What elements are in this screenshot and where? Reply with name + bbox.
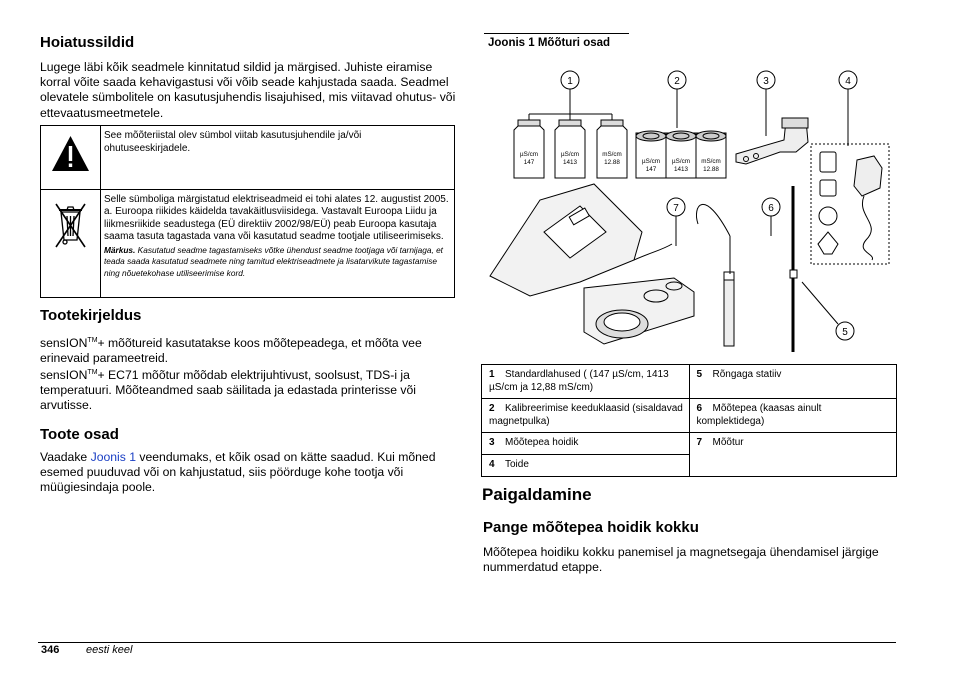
table-cell	[482, 399, 690, 433]
table-row	[482, 365, 897, 399]
hazard-intro: Lugege läbi kõik seadmele kinnitatud sildid ja märgised. Juhiste eiramise korral võite saada kehavigastusi või võib seade kahjustada saada. Seadmel olevatele sümbolitele on kasutusjuhendis lisajuhised, mis viitavad ohutus- või ettevaatusmeetmetele.	[40, 60, 456, 120]
warning-row1-text: See mõõteriistal olev sümbol viitab kasutusjuhendile ja/või ohutuseeskirjadele.	[101, 126, 455, 190]
item-text: Toide	[505, 458, 529, 470]
page-number: 346	[41, 644, 60, 656]
beaker-1-value: 147	[645, 166, 657, 173]
callout-label-5: 5	[842, 327, 848, 338]
conductivity-probe	[696, 204, 734, 346]
trademark: TM	[87, 337, 98, 344]
assemble-text: Mõõtepea hoidiku kokku panemisel ja magnetsegaja ühendamisel järgige nummerdatud etappe.	[483, 545, 879, 575]
item-text: Rõngaga statiiv	[712, 369, 782, 380]
brand-name: sensION	[40, 336, 88, 351]
parts-text-before: Vaadake	[40, 450, 91, 464]
item-number: 5	[696, 369, 703, 380]
parts-text-after: veendumaks, et kõik osad on kätte saadud. Kui mõned esemed puuduvad või on kahjustatud, siis pöörduge kohe tootja või müügiesindaja poole.	[40, 450, 436, 495]
note-text: Kasutatud seadme tagastamiseks võtke ühendust seadme tootjaga või tarnijaga, et teada saada kasutatud seadmete ning tamitud elektriseadmete ja lisatarvikute tagastamise ning nõuetekohase utiliseerimise kord.	[104, 244, 443, 278]
item-number: 6	[696, 403, 703, 415]
meter-device	[490, 184, 694, 344]
callout-label-1: 1	[567, 76, 573, 87]
warning-row2-note	[104, 245, 450, 280]
bottle-2-value: 1413	[562, 159, 578, 166]
table-cell	[482, 433, 690, 455]
item-number: 2	[489, 403, 495, 415]
parts-heading: Toote osad	[40, 426, 119, 443]
footer-language: eesti keel	[86, 644, 133, 656]
bottle-3-value: 12.88	[604, 159, 620, 166]
weee-icon-cell	[41, 189, 101, 297]
hazard-heading: Hoiatussildid	[40, 34, 135, 51]
figure-title: Joonis 1 Mõõturi osad	[488, 37, 611, 49]
product-heading: Tootekirjeldus	[40, 307, 142, 324]
ring-stand	[790, 186, 797, 352]
table-cell	[689, 365, 897, 399]
probe-holder	[736, 118, 808, 164]
assemble-heading: Pange mõõtepea hoidik kokku	[483, 519, 699, 536]
warning-triangle-icon	[41, 126, 100, 184]
footer-rule	[38, 642, 896, 643]
callout-label-4: 4	[845, 76, 851, 87]
item-number: 7	[696, 437, 703, 449]
item-text: Mõõtepea (kaasas ainult komplektidega)	[696, 403, 822, 427]
bottle-1-value: 147	[523, 159, 535, 166]
table-cell	[689, 433, 897, 476]
brand-name: sensION	[40, 368, 88, 383]
power-plugs	[818, 152, 882, 260]
item-text: Mõõtepea hoidik	[505, 437, 579, 449]
beaker-2-value: 1413	[673, 166, 689, 173]
callout-label-6: 6	[768, 203, 774, 214]
note-label: Märkus.	[104, 244, 136, 255]
warning-icon-cell	[41, 126, 101, 190]
parts-paragraph	[40, 450, 458, 496]
warning-table	[40, 125, 455, 298]
install-heading: Paigaldamine	[482, 485, 592, 504]
product-p1-text: + mõõtureid kasutatakse koos mõõtepeadega, et mõõta vee erinevaid parameetreid.	[40, 336, 422, 366]
item-number: 1	[489, 369, 495, 380]
beaker-2-unit: µS/cm	[672, 158, 690, 165]
table-row	[482, 399, 897, 433]
warning-row2-text: Selle sümboliga märgistatud elektriseadmeid ei tohi alates 12. augustist 2005. a. Euroopa riikides käidelda tavakäitlusviisidega. Vastavalt Euroopa Liidu ja liikmesriikide seadustega (EÜ direktiiv 2002/98/EÜ) peab Euroopa kasutaja saama tasuta tagastada vana või kasutatud seadme tootjale utiliseerimiseks.	[104, 193, 449, 243]
product-p2-text: + EC71 mõõtur mõõdab elektrijuhtivust, soolsust, TDS-i ja temperatuuri. Mõõteandmed saab säilitada ja edastada printerisse või arvutisse.	[40, 368, 416, 413]
standard-bottles	[514, 120, 627, 178]
warning-row2-cell	[101, 189, 455, 297]
item-number: 3	[489, 437, 495, 449]
item-text: Standardlahused ( (147 µS/cm, 1413 µS/cm ja 12,88 mS/cm)	[489, 369, 669, 393]
callout-label-3: 3	[763, 76, 769, 87]
item-number: 4	[489, 458, 495, 470]
meter-parts-figure	[484, 56, 896, 358]
product-paragraph-2	[40, 365, 458, 414]
figure-link[interactable]: Joonis 1	[90, 450, 137, 464]
parts-table	[481, 364, 897, 477]
bottle-1-unit: µS/cm	[520, 151, 538, 158]
table-cell	[689, 399, 897, 433]
table-row	[482, 433, 897, 455]
bottle-2-unit: µS/cm	[561, 151, 579, 158]
beaker-3-value: 12.88	[703, 166, 719, 173]
product-paragraph-1	[40, 333, 458, 366]
beaker-1-unit: µS/cm	[642, 158, 660, 165]
item-text: Kalibreerimise keeduklaasid (sisaldavad magnetpulka)	[489, 403, 683, 427]
callout-label-7: 7	[673, 203, 679, 214]
table-cell	[482, 365, 690, 399]
trademark: TM	[87, 369, 98, 376]
caption-rule	[484, 33, 629, 34]
callout-label-2: 2	[674, 76, 680, 87]
beaker-3-unit: mS/cm	[701, 158, 721, 165]
bottle-3-unit: mS/cm	[602, 151, 622, 158]
item-text: Mõõtur	[712, 437, 744, 449]
crossed-bin-icon	[41, 190, 100, 256]
table-cell	[482, 454, 690, 476]
